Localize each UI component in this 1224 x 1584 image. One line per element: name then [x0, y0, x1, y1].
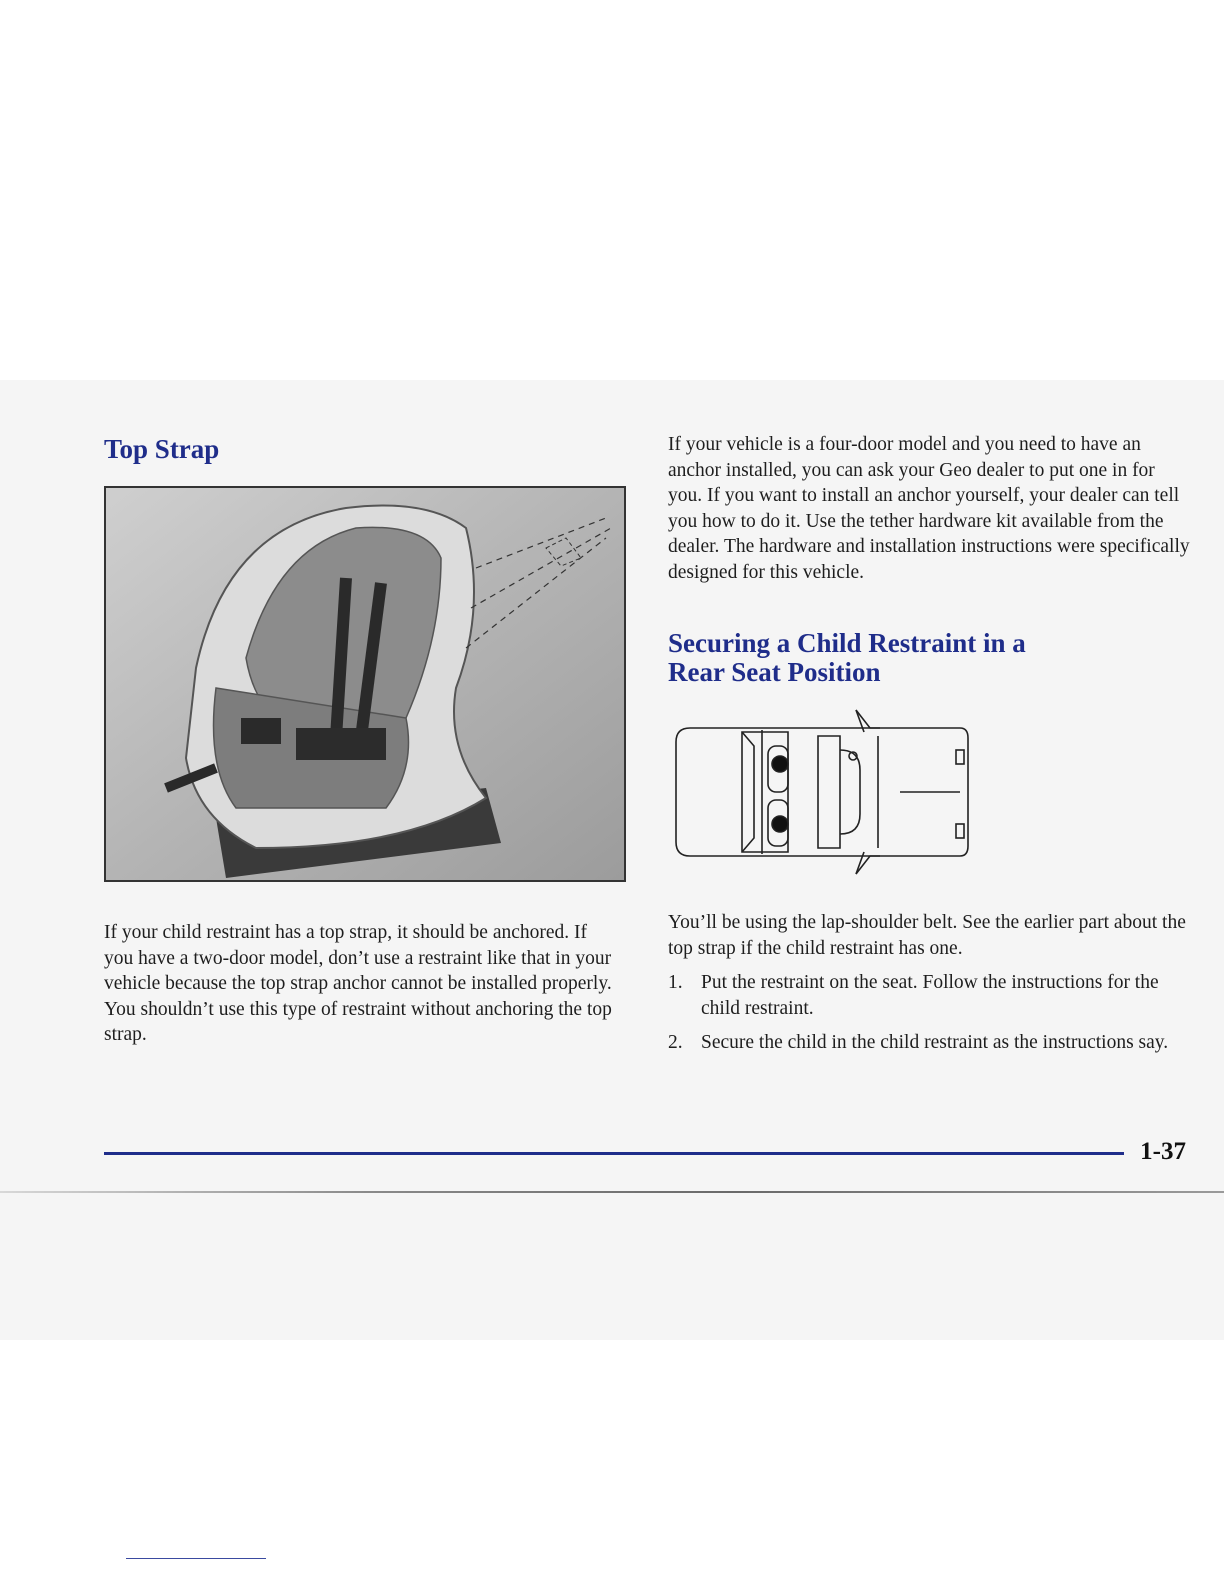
anchor-install-paragraph: If your vehicle is a four-door model and you need to have an anchor installed, you can ask your Geo dealer to put one in for you. If you want to install an anchor yourself, your dealer can tell you how to do it. Use the tether hardware kit available from the dealer. The hardware and installation instructions were specifically designed for this vehicle.: [668, 434, 1190, 583]
securing-heading-line2: Rear Seat Position: [668, 657, 881, 687]
footer-rule: [104, 1152, 1124, 1155]
step-item: [668, 1030, 1193, 1056]
page-number: 1-37: [1140, 1138, 1186, 1165]
child-seat-photo: [104, 486, 626, 882]
step-text: Secure the child in the child restraint as the instructions say.: [701, 1032, 1169, 1053]
top-strap-paragraph: If your child restraint has a top strap, it should be anchored. If you have a two-door model, don’t use a restraint like that in your vehicle because the top strap anchor cannot be installed properly. You shouldn’t use this type of restraint without anchoring the top strap.: [104, 922, 612, 1045]
rear-seat-car-diagram: [670, 706, 974, 878]
footnote-rule: [126, 1558, 266, 1559]
step-number: 2.: [668, 1032, 683, 1053]
top-strap-heading: Top Strap: [104, 434, 220, 464]
securing-heading-line1: Securing a Child Restraint in a: [668, 628, 1026, 658]
step-number: 1.: [668, 972, 683, 993]
lap-shoulder-belt-paragraph: You’ll be using the lap-shoulder belt. See the earlier part about the top strap if the child restraint has one.: [668, 912, 1186, 959]
step-text: Put the restraint on the seat. Follow the instructions for the child restraint.: [701, 972, 1159, 1019]
car-top-view-icon: [670, 706, 974, 878]
scan-edge-line: [0, 1191, 1224, 1193]
child-seat-illustration: [106, 488, 624, 880]
step-item: [668, 970, 1193, 1021]
instruction-steps: [668, 970, 1193, 1056]
